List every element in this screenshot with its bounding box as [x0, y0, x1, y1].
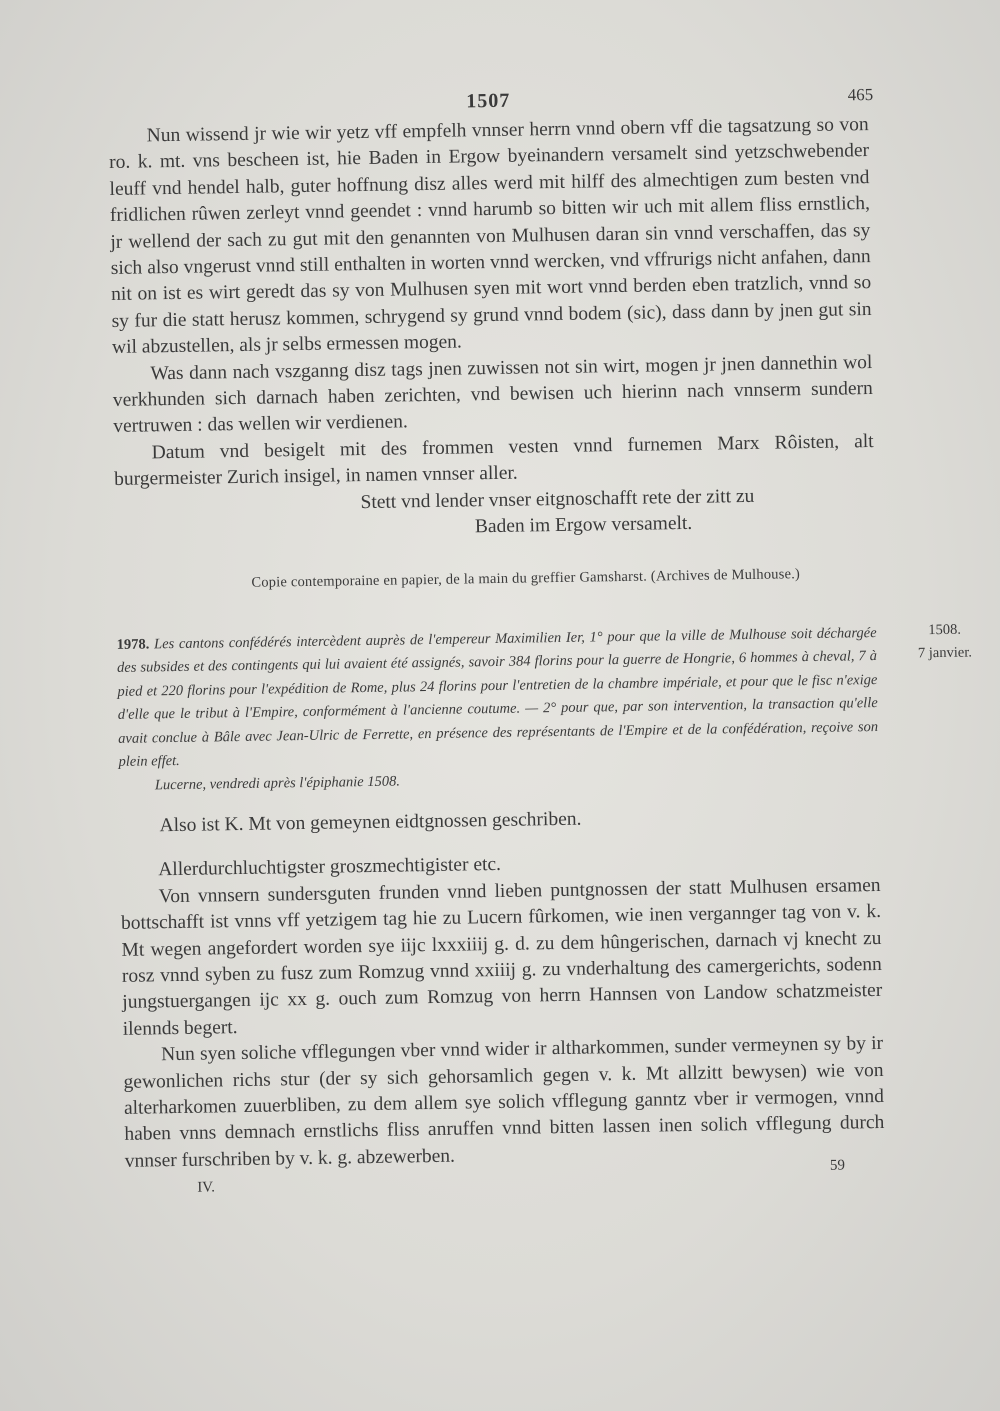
letter-paragraph-1: Nun wissend jr wie wir yetz vff empfelh vnnser herrn vnnd obern vff die tagsatzung so von ro. k. mt. vns bescheen ist, hie Baden in Ergow byeinandern versamelt sind yetzschwebender leuff vnd hendel halb, guter hoffnung disz alles werd mit hilff des almechtigen zum besten vnd fridlichen rûwen zerleyt vnnd geendet : vnnd harumb so bitten wir uch mit allem fliss ernstlich, jr wellend der sach zu gut mit den genannten von Mulhusen daran sin vnnd verschaffen, das sy sich also vngerust vnnd still enthalten in worten vnnd wercken, vnd vffrurigs nicht anfahen, dann nit on ist es wirt geredt das sy von Mulhusen syen mit wort vnnd berden eben tratzlich, vnnd so sy fur die statt herusz kommen, schrygend sy grund vnnd bodem (sic), dass dann by jnen gut sin wil abzustellen, als jr selbs ermessen mogen.: [108, 114, 872, 359]
letter-paragraph-2: Was dann nach vszganng disz tags jnen zuwissen not sin wirt, mogen jr jnen dannethin wol verkhunden sich darnach haben zerichten, vnd bewisen uch hierinn nach vnnserm sundern vertruwen : das wellen wir verdienen.: [112, 351, 873, 438]
entry-paragraph-2: Nun syen soliche vfflegungen vber vnnd wider ir altharkommen, sunder vermeynen sy by ir gewonlichen richs stur (der sy sich gehorsamlich gegen v. k. Mt allzitt bewysen) wie von alterharkomen zuuerbliben, zu dem allem sye solich vfflegung ganntz vber ir vermogen, vnnd haben vnns demnach ernstlichs fliss anruffen vnnd bitten lassen inen solich vfflegung durch vnnser furschriben by v. k. g. abzewerben.: [123, 1033, 885, 1172]
entry-greeting: Allerdurchluchtigster groszmechtigister etc.: [158, 854, 502, 881]
entry-summary: [116, 621, 973, 774]
place-date: Lucerne, vendredi après l'épiphanie 1508.: [154, 773, 401, 793]
signature-line-2: Baden im Ergow versamelt.: [474, 512, 693, 538]
letter-paragraph-3: Datum vnd besigelt mit des frommen vesten vnnd furnemen Marx Rôisten, alt burgermeister Zurich insigel, in namen vnnser aller.: [113, 430, 874, 491]
entry-intro: Also ist K. Mt von gemeynen eidtgnossen geschriben.: [159, 808, 582, 837]
entry-number: 1978.: [116, 635, 150, 653]
page-content: [108, 78, 973, 1205]
page-number: 465: [847, 84, 874, 105]
volume-number: IV.: [197, 1179, 216, 1197]
signature-line-1: Stett vnd lender vnser eitgnoschafft rete der zitt zu: [360, 485, 755, 513]
sheet-number: 59: [829, 1157, 846, 1175]
source-note: Copie contemporaine en papier, de la main du greffier Gamsharst. (Archives de Mulhouse.): [251, 565, 801, 591]
entry-summary-text: Les cantons confédérés intercèdent auprès de l'empereur Maximilien Ier, 1° pour que la ville de Mulhouse soit déchargée des subsides et des contingents qui lui avaient été assignés, savoir 384 florins pour la guerre de Hongrie, 6 hommes à cheval, 7 à pied et 220 florins pour l'expédition de Rome, plus 24 florins pour l'entretien de la chambre impériale, et pour que le fisc n'exige d'elle que le tribut à l'Empire, conformément à l'ancienne coutume. — 2° pour que, par son intervention, la transaction qu'elle avait conclue à Bâle avec Jean-Ulric de Ferrette, en présence des représentants de l'Empire et de la confédération, reçoive son plein effet.: [116, 624, 879, 770]
margin-year: 1508.: [928, 621, 962, 638]
year-title: 1507: [466, 89, 511, 113]
margin-date: [894, 618, 995, 667]
margin-day: 7 janvier.: [917, 644, 973, 662]
entry-paragraph-1: Von vnnsern sundersguten frunden vnnd lieben puntgnossen der statt Mulhusen ersamen bottschafft ist vnns vff yetzigem tag hie zu Lucern fûrkomen, wie inen vergannger tag von v. k. Mt wegen angefordert worden sye iijc lxxxiiij g. d. zu dem hûngerischen, darnach vj knecht zu rosz vnnd syben zu fusz zum Romzug vnnd xxiiij g. zu vnderhaltung des camergerichts, sodenn jungstuergangen ijc xx g. ouch zum Romzug von herrn Hannsen von Landow schatzmeister ilennds begert.: [120, 874, 883, 1040]
